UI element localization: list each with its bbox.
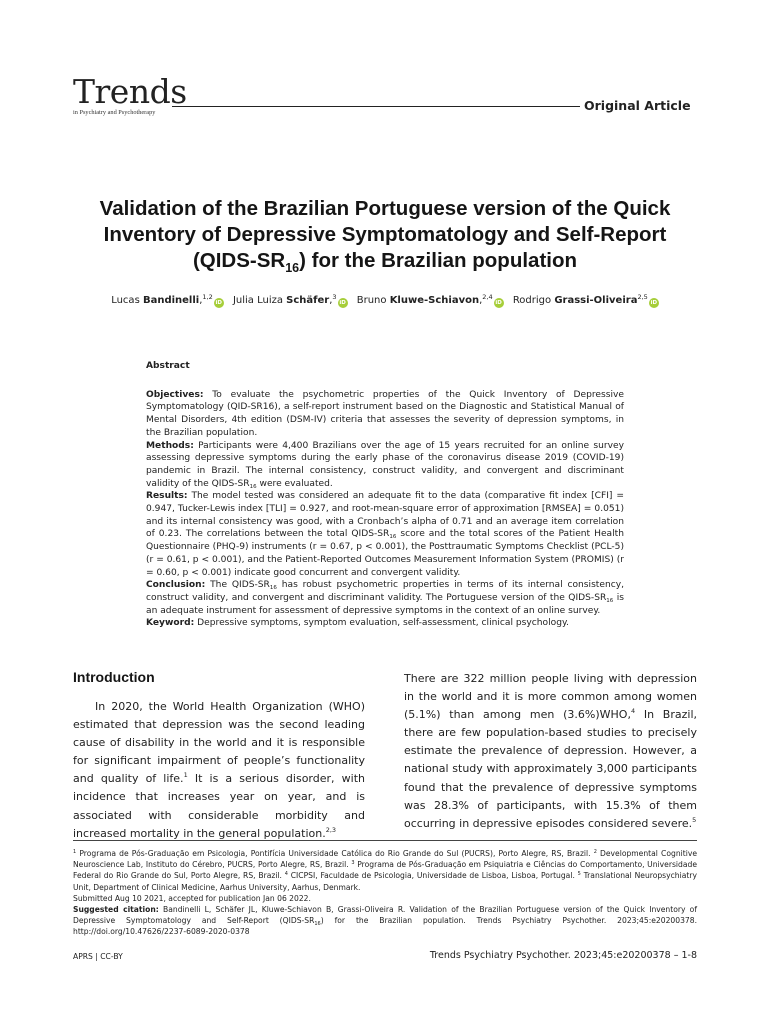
conclusion-text-end: is an adequate instrument for assessment of depressive symptoms in the context of an online survey. xyxy=(146,592,624,616)
intro-text: In Brazil, there are few population-based studies to precisely estimate the prevalence of depression. However, a national study with approximately 3,000 participants found that the prevalence of depressive symptoms was 28.3% of participants, with 15.3% of them occurring in depressive episodes considered severe. xyxy=(404,708,697,830)
intro-text: There are 322 million people living with depression in the world and it is more common among women (5.1%) than among men (3.6%)WHO, xyxy=(404,672,697,722)
citation-ref[interactable]: 2,3 xyxy=(325,825,337,834)
intro-text: It is a serious disorder, with incidence that increases year on year, and is associated with considerable morbidity and increased mortality in the general population. xyxy=(73,772,365,840)
citation-label: Suggested citation: xyxy=(73,905,159,915)
methods-label: Methods: xyxy=(146,440,194,451)
footnote-rule xyxy=(73,840,697,841)
methods-text: Participants were 4,400 Brazilians over the age of 15 years recruited for an online survey assessing depressive symptoms during the early phase of the coronavirus disease 2019 (COVID-19) pandemic in Brazil. The internal consistency, construct validity, and convergent and discriminant validity of the QIDS-SR xyxy=(146,440,624,489)
author-item: Bruno Kluwe-Schiavon,$^{2,4}$iD xyxy=(356,293,502,306)
results-subscript: 16 xyxy=(389,534,397,541)
methods-text-end: were evaluated. xyxy=(256,478,333,489)
affiliation-text: Programa de Pós-Graduação em Psiquiatria e Ciências do Comportamento, Universidade Federal do Rio Grande do Sul, Porto Alegre, RS, Brazil. xyxy=(73,860,697,881)
orcid-icon[interactable]: iD xyxy=(495,300,502,306)
citation-ref[interactable]: 4 xyxy=(630,707,636,716)
journal-logo-word: Trends xyxy=(73,72,187,111)
license-footer: APRS | CC-BY xyxy=(73,952,123,961)
objectives-text: To evaluate the psychometric properties of the Quick Inventory of Depressive Symptomatology (QID-SR16), a self-report instrument based on the Diagnostic and Statistical Manual of Mental Disorders, 4th edition (DSM-IV) criteria that assesses the severity of depression symptoms, in the Brazilian population. xyxy=(146,389,624,438)
abstract-block xyxy=(146,360,624,630)
keyword-text: Depressive symptoms, symptom evaluation, self-assessment, clinical psychology. xyxy=(194,618,569,629)
conclusion-text-mid: has robust psychometric properties in terms of its internal consistency, construct validity, and convergent and discriminant validity. The Portuguese version of the QIDS-SR xyxy=(146,580,625,603)
conclusion-label: Conclusion: xyxy=(146,580,206,591)
affiliation-text: CICPSI, Faculdade de Psicologia, Universidade de Lisboa, Lisboa, Portugal. xyxy=(287,871,578,881)
abstract-conclusion xyxy=(146,579,624,617)
journal-logo xyxy=(73,72,187,122)
abstract-heading: Abstract xyxy=(146,361,190,371)
title-line-3-end: ) for the Brazilian population xyxy=(299,249,578,272)
keyword-label: Keyword: xyxy=(146,618,195,629)
suggested-citation xyxy=(73,904,697,938)
affiliations-footnote xyxy=(73,848,697,893)
abstract-objectives xyxy=(146,389,624,440)
author-given-name: Lucas xyxy=(111,295,143,306)
author-given-name: Julia Luiza xyxy=(232,295,287,306)
results-label: Results: xyxy=(146,491,188,502)
citation-text-end[interactable]: ) for the Brazilian population. Trends Psychiatry Psychother. 2023;45:e20200378. http://doi.org/10.47626/2237-6089-2020-0378 xyxy=(73,916,697,937)
affiliation-number: 5 xyxy=(577,871,581,878)
body-column-left xyxy=(73,698,365,843)
abstract-methods xyxy=(146,440,624,491)
author-given-name: Rodrigo xyxy=(512,295,555,306)
footnotes xyxy=(73,848,697,938)
title-line-3-start: (QIDS-SR xyxy=(192,249,286,272)
orcid-icon[interactable]: iD xyxy=(339,300,346,306)
abstract-keywords xyxy=(146,617,624,630)
orcid-icon[interactable]: iD xyxy=(215,300,222,306)
affiliation-number: 3 xyxy=(351,860,355,867)
citation-subscript: 16 xyxy=(314,921,321,928)
objectives-label: Objectives: xyxy=(146,389,204,400)
conclusion-subscript: 16 xyxy=(269,585,277,592)
author-item: Lucas Bandinelli,$^{1,2}$iD xyxy=(111,293,222,306)
article-type-label: Original Article xyxy=(584,98,691,113)
affiliation-number: 1 xyxy=(73,849,77,855)
conclusion-subscript: 16 xyxy=(606,597,614,604)
body-column-right xyxy=(404,670,697,833)
title-line-2: Inventory of Depressive Symptomatology and Self-Report xyxy=(103,223,667,246)
citation-text: Bandinelli L, Schäfer JL, Kluwe-Schiavon B, Grassi-Oliveira R. Validation of the Brazilian Portuguese version of the Quick Inventory of Depressive Symptomatology and Self-Report (QIDS-SR xyxy=(73,905,698,926)
introduction-heading: Introduction xyxy=(73,669,155,685)
journal-reference-footer: Trends Psychiatry Psychother. 2023;45:e20200378 – 1-8 xyxy=(429,950,697,961)
methods-subscript: 16 xyxy=(249,483,257,490)
orcid-icon[interactable]: iD xyxy=(650,300,658,306)
affiliation-text: Developmental Cognitive Neuroscience Lab, Instituto do Cérebro, PUCRS, Porto Alegre, RS, Brazil. xyxy=(73,849,697,870)
author-item xyxy=(513,295,659,308)
affiliation-number: 4 xyxy=(284,871,288,878)
author-affiliation: 3 xyxy=(332,293,337,301)
author-family-name: Kluwe-Schiavon xyxy=(389,295,480,306)
author-item: Julia Luiza Schäfer,$^3$iD xyxy=(232,293,346,306)
abstract-results xyxy=(146,490,624,579)
affiliation-number: 2 xyxy=(593,849,597,855)
paper-title xyxy=(60,196,710,274)
header-rule xyxy=(172,106,580,107)
title-line-1: Validation of the Brazilian Portuguese version of the Quick xyxy=(99,197,671,220)
author-family-name: Grassi-Oliveira xyxy=(554,295,638,306)
journal-logo-subtitle: in Psychiatry and Psychotherapy xyxy=(73,109,156,116)
title-line-3 xyxy=(60,248,710,274)
results-text-end: score and the total scores of the Patient Health Questionnaire (PHQ-9) instruments (r = 0.67, p < 0.001), the Posttraumatic Symptoms Checklist (PCL-5) (r = 0.61, p < 0.001), and the Patient-Reported Outcomes Measurement Information System (PROMIS) (r = 0.60, p < 0.001) indicate good concurrent and convergent validity. xyxy=(146,529,624,578)
intro-text: In 2020, the World Health Organization (WHO) estimated that depression was the second leading cause of disability in the world and it is responsible for significant impairment of people’s functionality and quality of life. xyxy=(73,700,365,786)
affiliation-text: Programa de Pós-Graduação em Psicologia, Pontifícia Universidade Católica do Rio Grande do Sul (PUCRS), Porto Alegre, RS, Brazil. xyxy=(76,849,594,858)
author-affiliation: 2,5 xyxy=(637,293,648,301)
results-text: The model tested was considered an adequate fit to the data (comparative fit index [CFI] = 0.947, Tucker-Lewis index [TLI] = 0.927, and root-mean-square error of approximation [RMSEA] = 0.051) and its internal consistency was good, with a Cronbach’s alpha of 0.71 and an average item correlation of 0.23. The correlations between the total QIDS-SR xyxy=(146,491,624,540)
author-family-name: Bandinelli xyxy=(142,295,200,306)
author-given-name: Bruno xyxy=(356,295,390,306)
affiliation-text: Translational Neuropsychiatry Unit, Department of Clinical Medicine, Aarhus University, Aarhus, Denmark. xyxy=(73,871,697,892)
intro-paragraph xyxy=(73,698,365,843)
citation-ref[interactable]: 5 xyxy=(692,815,697,824)
author-list xyxy=(40,295,730,308)
intro-paragraph xyxy=(404,670,697,833)
citation-ref[interactable]: 1 xyxy=(183,771,188,780)
submission-dates: Submitted Aug 10 2021, accepted for publication Jan 06 2022. xyxy=(73,893,311,903)
author-affiliation: 1,2 xyxy=(202,293,213,301)
conclusion-text: The QIDS-SR xyxy=(205,580,270,591)
author-family-name: Schäfer xyxy=(286,295,330,306)
title-subscript: 16 xyxy=(285,261,300,275)
author-affiliation: 2,4 xyxy=(482,293,493,301)
